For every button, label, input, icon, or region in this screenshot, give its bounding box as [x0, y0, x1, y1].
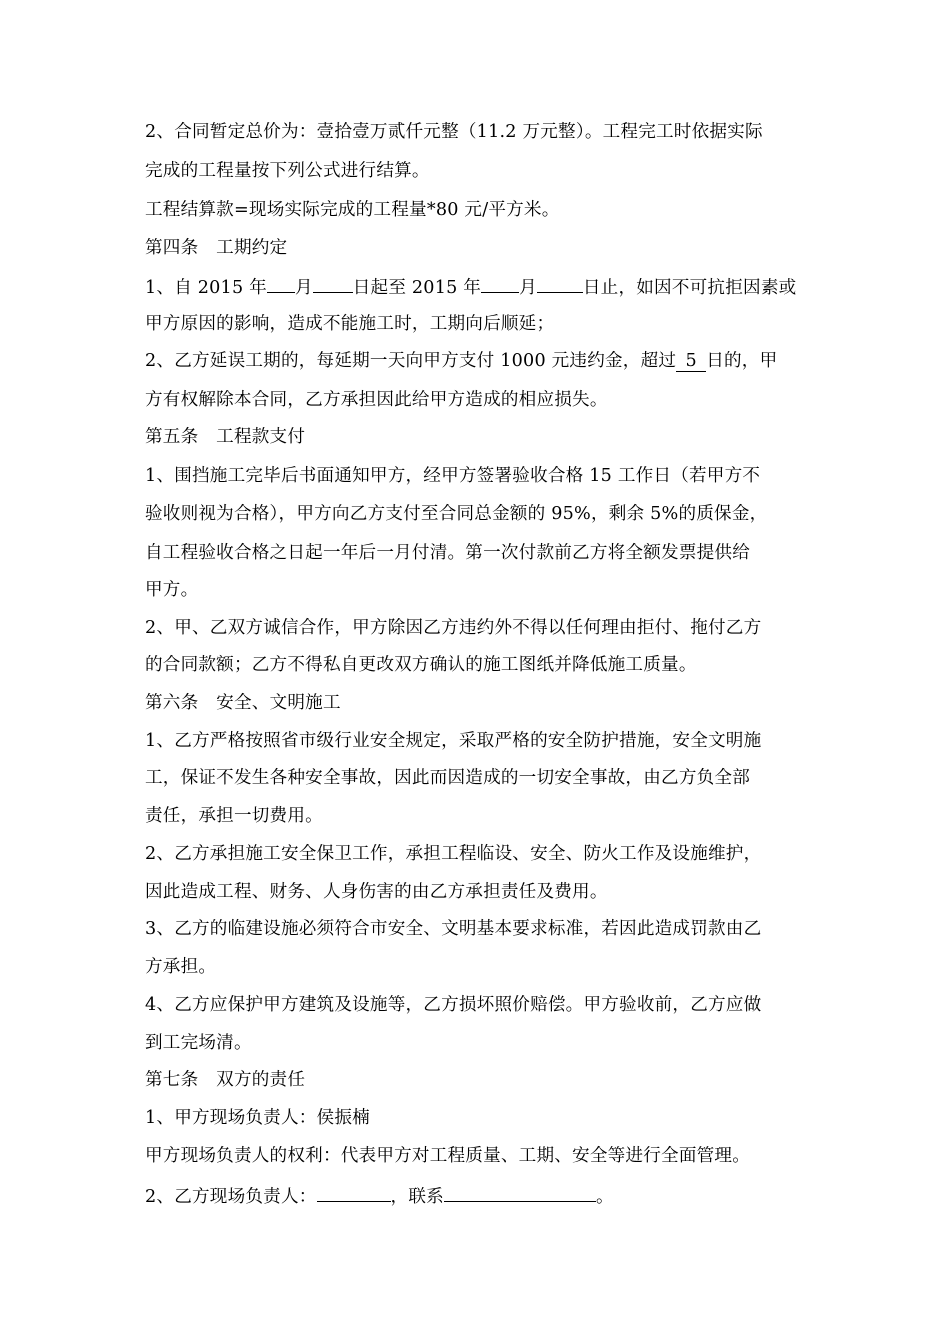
- contact-blank: [444, 1182, 596, 1202]
- start-month-blank: [267, 273, 295, 293]
- article-6-item-2-line-2: 因此造成工程、财务、人身伤害的由乙方承担责任及费用。: [145, 882, 608, 902]
- article-5-item-1-line-2: 验收则视为合格），甲方向乙方支付至合同总金额的 95%，剩余 5%的质保金，: [145, 504, 768, 524]
- article-6-item-1-line-2: 工，保证不发生各种安全事故，因此而因造成的一切安全事故，由乙方负全部: [145, 768, 750, 788]
- article-6-item-3-line-2: 方承担。: [145, 957, 217, 977]
- text-end-clause: 日止，如因不可抗拒因素或: [582, 278, 797, 298]
- article-7-heading: 第七条 双方的责任: [145, 1070, 306, 1090]
- text-period: 。: [595, 1187, 614, 1207]
- text-month-2: 月: [519, 278, 537, 298]
- article-4-item-2-line-2: 方有权解除本合同，乙方承担因此给甲方造成的相应损失。: [145, 390, 608, 410]
- article-4-item-1-line-1: [145, 273, 796, 297]
- article-5-heading: 第五条 工程款支付: [145, 427, 306, 447]
- article-4-heading: 第四条 工期约定: [145, 238, 288, 258]
- article-6-item-4-line-1: 4、乙方应保护甲方建筑及设施等，乙方损坏照价赔偿。甲方验收前，乙方应做: [145, 995, 762, 1015]
- article-6-item-3-line-1: 3、乙方的临建设施必须符合市安全、文明基本要求标准，若因此造成罚款由乙: [145, 919, 762, 939]
- text-end-year: 日起至 2015 年: [352, 278, 482, 298]
- article-6-item-2-line-1: 2、乙方承担施工安全保卫工作，承担工程临设、安全、防火工作及设施维护，: [145, 844, 762, 864]
- delay-days-value: 5: [676, 352, 706, 372]
- text-party-b-manager: 2、乙方现场负责人：: [145, 1187, 317, 1207]
- party-a-site-manager: 1、甲方现场负责人：侯振楠: [145, 1108, 370, 1128]
- article-5-item-1-line-3: 自工程验收合格之日起一年后一月付清。第一次付款前乙方将全额发票提供给: [145, 543, 750, 563]
- text-start-year: 1、自 2015 年: [145, 278, 267, 298]
- article-5-item-1-line-1: 1、围挡施工完毕后书面通知甲方，经甲方签署验收合格 15 工作日（若甲方不: [145, 466, 761, 486]
- settlement-formula: 工程结算款=现场实际完成的工程量*80 元/平方米。: [145, 200, 560, 220]
- article-6-item-1-line-1: 1、乙方严格按照省市级行业安全规定，采取严格的安全防护措施，安全文明施: [145, 731, 762, 751]
- text-days-end: 日的，甲: [706, 351, 778, 371]
- article-6-item-1-line-3: 责任，承担一切费用。: [145, 806, 323, 826]
- party-a-manager-rights: 甲方现场负责人的权利：代表甲方对工程质量、工期、安全等进行全面管理。: [145, 1146, 750, 1166]
- article-5-item-2-line-2: 的合同款额；乙方不得私自更改双方确认的施工图纸并降低施工质量。: [145, 655, 697, 675]
- clause-3-item-2-line-1: 2、合同暂定总价为：壹拾壹万贰仟元整（11.2 万元整）。工程完工时依据实际: [145, 122, 763, 142]
- text-month: 月: [294, 278, 313, 298]
- end-day-blank: [537, 273, 583, 293]
- article-6-item-4-line-2: 到工完场清。: [145, 1033, 252, 1053]
- end-month-blank: [481, 273, 519, 293]
- text-delay-penalty: 2、乙方延误工期的，每延期一天向甲方支付 1000 元违约金，超过: [145, 351, 677, 371]
- party-b-site-manager: [145, 1182, 614, 1206]
- clause-3-item-2-line-2: 完成的工程量按下列公式进行结算。: [145, 161, 430, 181]
- article-6-heading: 第六条 安全、文明施工: [145, 693, 341, 713]
- article-4-item-1-line-2: 甲方原因的影响，造成不能施工时，工期向后顺延；: [145, 314, 555, 334]
- article-5-item-2-line-1: 2、甲、乙双方诚信合作，甲方除因乙方违约外不得以任何理由拒付、拖付乙方: [145, 618, 762, 638]
- party-b-manager-blank: [317, 1182, 391, 1202]
- article-4-item-2-line-1: [145, 349, 777, 373]
- text-contact: ，联系: [390, 1187, 444, 1207]
- article-5-item-1-line-4: 甲方。: [145, 580, 199, 600]
- start-day-blank: [313, 273, 353, 293]
